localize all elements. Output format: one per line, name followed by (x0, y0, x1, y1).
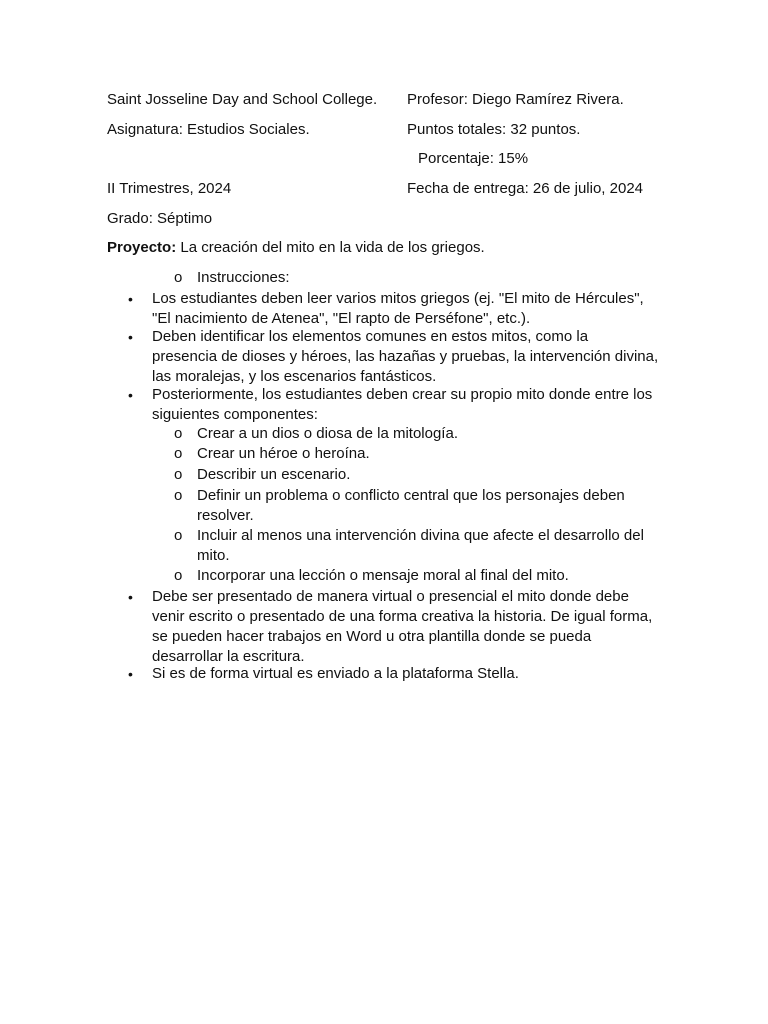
due-date-line: Fecha de entrega: 26 de julio, 2024 (407, 180, 644, 197)
sub-list-item: o Incluir al menos una intervención divina que afecte el desarrollo del mito. (174, 527, 644, 564)
sub-bullet-marker: o (174, 445, 183, 462)
bullet-marker: • (128, 329, 133, 345)
school-name: Saint Josseline Day and School College. (107, 91, 378, 108)
sub-bullet-marker: o (174, 567, 183, 584)
sub-bullet-marker: o (174, 269, 183, 286)
list-item: • Si es de forma virtual es enviado a la plataforma Stella. (128, 665, 519, 682)
subject-line: Asignatura: Estudios Sociales. (107, 121, 310, 138)
total-points: Puntos totales: 32 puntos. (407, 121, 581, 138)
sub-list-item: o Crear un héroe o heroína. (174, 445, 370, 462)
list-item: • Debe ser presentado de manera virtual o presencial el mito donde debe venir escrito o presentado de una forma creativa la historia. De igual forma, se pueden hacer trabajos en Word u otra plantilla donde se pueda desarrollar la escritura. (128, 588, 653, 665)
teacher-name: Profesor: Diego Ramírez Rivera. (407, 91, 624, 108)
project-line (107, 238, 485, 258)
bullet-marker: • (128, 387, 133, 403)
grade-line: Grado: Séptimo (107, 210, 213, 227)
sub-bullet-marker: o (174, 425, 183, 442)
sub-bullet-marker: o (174, 487, 183, 504)
sub-list-item: o Crear a un dios o diosa de la mitología. (174, 425, 458, 442)
percentage-line: Porcentaje: 15% (418, 150, 529, 167)
sub-list-item: o Definir un problema o conflicto central que los personajes deben resolver. (174, 487, 625, 524)
bullet-marker: • (128, 291, 133, 307)
project-title: La creación del mito en la vida de los griegos. (176, 239, 485, 256)
list-item: • Los estudiantes deben leer varios mitos griegos (ej. "El mito de Hércules", "El nacimiento de Atenea", "El rapto de Perséfone", etc.). (128, 290, 644, 327)
instructions-heading: o Instrucciones: (174, 269, 290, 286)
sub-list-item: o Describir un escenario. (174, 466, 351, 483)
list-item: • Deben identificar los elementos comunes en estos mitos, como la presencia de dioses y héroes, las hazañas y pruebas, la intervención divina, las moralejas, y los escenarios fantásticos. (128, 328, 659, 385)
sub-list-item: o Incorporar una lección o mensaje moral al final del mito. (174, 567, 569, 584)
bullet-marker: • (128, 589, 133, 605)
sub-bullet-marker: o (174, 527, 183, 544)
project-label: Proyecto: (107, 239, 177, 256)
sub-bullet-marker: o (174, 466, 183, 483)
term-line: II Trimestres, 2024 (107, 180, 232, 197)
bullet-marker: • (128, 666, 133, 682)
list-item: • Posteriormente, los estudiantes deben crear su propio mito donde entre los siguientes componentes: (128, 386, 653, 423)
